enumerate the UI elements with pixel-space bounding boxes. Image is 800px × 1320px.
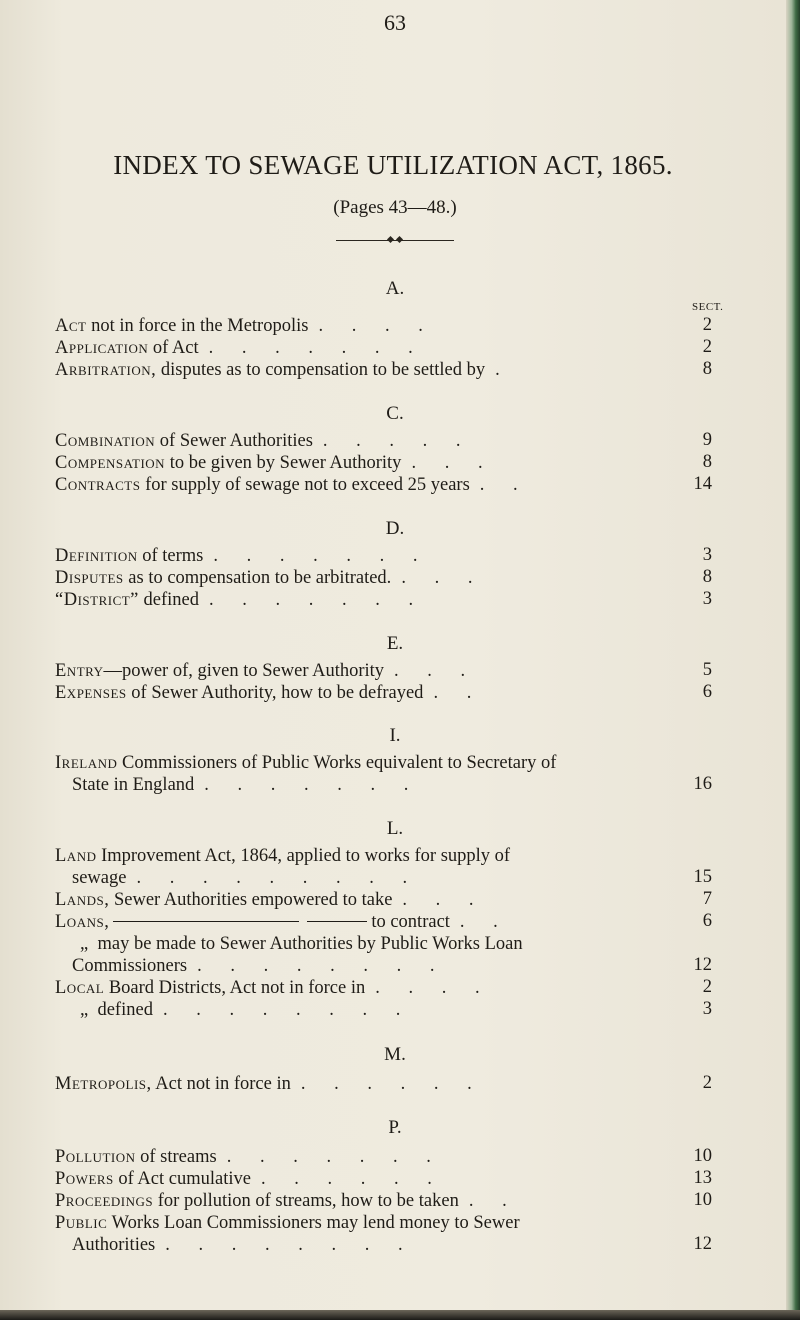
index-entry bbox=[55, 337, 675, 359]
entry-leader: . . . bbox=[411, 453, 495, 473]
entry-head: Local bbox=[55, 978, 105, 998]
page-title: INDEX TO SEWAGE UTILIZATION ACT, 1865. bbox=[113, 150, 673, 180]
entry-section-number: 10 bbox=[693, 1146, 712, 1166]
entry-section-number: 12 bbox=[693, 955, 712, 975]
entry-head: Metropolis, bbox=[55, 1074, 152, 1094]
entry-section-number: 8 bbox=[702, 452, 712, 472]
index-entry bbox=[55, 977, 675, 999]
entry-text: for pollution of streams, how to be taken bbox=[157, 1191, 459, 1211]
ornament-divider bbox=[336, 235, 454, 245]
section-letter-p: P. bbox=[388, 1117, 402, 1138]
entry-leader: . . . . . bbox=[322, 431, 473, 451]
page-subtitle: (Pages 43—48.) bbox=[333, 197, 457, 218]
entry-text: of Act bbox=[152, 338, 199, 358]
entry-text: of terms bbox=[142, 546, 204, 566]
entry-section-number: 12 bbox=[693, 1234, 712, 1254]
entry-text: of Sewer Authority, how to be defrayed bbox=[131, 683, 424, 703]
entry-section-number: 2 bbox=[702, 337, 712, 357]
entry-head: Disputes bbox=[55, 568, 124, 588]
entry-head: Powers bbox=[55, 1169, 114, 1189]
entry-leader: . . bbox=[479, 475, 530, 495]
entry-leader: . . . . bbox=[375, 978, 492, 998]
entry-leader: . . . . bbox=[318, 316, 435, 336]
ornament-diamond bbox=[396, 236, 403, 243]
entry-text: may be made to Sewer Authorities by Public Works Loan bbox=[97, 934, 523, 954]
page-bottom-edge bbox=[0, 1310, 800, 1320]
entry-head: Combination bbox=[55, 431, 156, 451]
ornament-line bbox=[336, 240, 454, 241]
entry-section-number: 6 bbox=[702, 682, 712, 702]
index-entry bbox=[55, 911, 675, 933]
entry-text: of Act cumulative bbox=[118, 1169, 251, 1189]
entry-section-number: 14 bbox=[693, 474, 712, 494]
entry-section-number: 10 bbox=[693, 1190, 712, 1210]
entry-head: Ireland bbox=[55, 753, 118, 773]
entry-head: Entry bbox=[55, 661, 104, 681]
ditto-rule bbox=[113, 921, 299, 922]
index-entry bbox=[55, 660, 675, 682]
index-entry-continuation bbox=[72, 774, 692, 796]
entry-head: Act bbox=[55, 316, 87, 336]
index-entry bbox=[55, 1168, 675, 1190]
entry-section-number: 6 bbox=[702, 911, 712, 931]
entry-text: to be given by Sewer Authority bbox=[169, 453, 402, 473]
index-entry bbox=[55, 682, 675, 704]
ditto-mark: „ bbox=[80, 934, 89, 954]
entry-text: as to compensation to be arbitrated. bbox=[128, 568, 392, 588]
entry-text: Authorities bbox=[72, 1235, 156, 1255]
ditto-rule bbox=[307, 921, 367, 922]
entry-leader: . . bbox=[468, 1191, 519, 1211]
entry-head: Land bbox=[55, 846, 97, 866]
entry-text: disputes as to compensation to be settled by bbox=[160, 360, 486, 380]
page-number: 63 bbox=[384, 10, 406, 35]
index-entry bbox=[55, 752, 675, 774]
index-entry-continuation bbox=[72, 867, 692, 889]
entry-leader: . . . . . . . bbox=[204, 775, 421, 795]
index-entry bbox=[55, 567, 675, 589]
ornament-diamond bbox=[387, 236, 394, 243]
index-entry bbox=[80, 933, 700, 955]
entry-text: defined bbox=[143, 590, 200, 610]
index-entry bbox=[55, 474, 675, 496]
entry-text: State in England bbox=[72, 775, 195, 795]
entry-section-number: 16 bbox=[693, 774, 712, 794]
section-letter-l: L. bbox=[386, 818, 404, 839]
entry-leader: . . . . . . . . . bbox=[136, 868, 420, 888]
index-entry bbox=[55, 845, 675, 867]
entry-leader: . . . bbox=[401, 568, 485, 588]
entry-head: Pollution bbox=[55, 1147, 136, 1167]
entry-head: “District” bbox=[55, 590, 139, 610]
entry-leader: . . . . . . . . bbox=[162, 1000, 413, 1020]
index-entry bbox=[55, 1212, 675, 1234]
entry-head: Application bbox=[55, 338, 149, 358]
entry-text: Improvement Act, 1864, applied to works for supply of bbox=[101, 846, 511, 866]
index-entry bbox=[55, 1190, 675, 1212]
entry-section-number: 2 bbox=[702, 1073, 712, 1093]
entry-leader: . . . . . . bbox=[300, 1074, 484, 1094]
entry-section-number: 8 bbox=[702, 567, 712, 587]
entry-section-number: 2 bbox=[702, 315, 712, 335]
entry-leader: . . bbox=[433, 683, 484, 703]
entry-text: Board Districts, Act not in force in bbox=[108, 978, 366, 998]
index-entry bbox=[55, 315, 675, 337]
index-entry bbox=[55, 430, 675, 452]
entry-text: Act not in force in bbox=[155, 1074, 291, 1094]
entry-section-number: 9 bbox=[702, 430, 712, 450]
section-letter-i: I. bbox=[389, 725, 401, 746]
entry-text: defined bbox=[97, 1000, 153, 1020]
entry-head: Expenses bbox=[55, 683, 127, 703]
entry-section-number: 3 bbox=[702, 545, 712, 565]
entry-text: of Sewer Authorities bbox=[159, 431, 313, 451]
index-entry-continuation bbox=[72, 955, 692, 977]
entry-text: of streams bbox=[140, 1147, 217, 1167]
entry-leader: . . . bbox=[402, 890, 486, 910]
section-letter-e: E. bbox=[386, 633, 404, 654]
entry-section-number: 15 bbox=[693, 867, 712, 887]
entry-leader: . . bbox=[459, 912, 510, 932]
entry-text: —power of, given to Sewer Authority bbox=[103, 661, 385, 681]
section-letter-c: C. bbox=[386, 403, 404, 424]
entry-leader: . . . . . . . . bbox=[197, 956, 447, 976]
entry-section-number: 2 bbox=[702, 977, 712, 997]
entry-text: to contract bbox=[371, 912, 450, 932]
entry-section-number: 5 bbox=[702, 660, 712, 680]
sect-column-header: SECT. bbox=[692, 301, 724, 313]
entry-section-number: 8 bbox=[702, 359, 712, 379]
index-entry bbox=[55, 452, 675, 474]
entry-head: Loans, bbox=[55, 912, 110, 932]
entry-leader: . . . bbox=[394, 661, 478, 681]
entry-head: Compensation bbox=[55, 453, 166, 473]
entry-head: Contracts bbox=[55, 475, 141, 495]
entry-leader: . . . . . . . . bbox=[165, 1235, 415, 1255]
entry-head: Public bbox=[55, 1213, 108, 1233]
entry-text: Works Loan Commissioners may lend money to Sewer bbox=[111, 1213, 520, 1233]
entry-text: for supply of sewage not to exceed 25 years bbox=[145, 475, 470, 495]
index-entry bbox=[55, 1073, 675, 1095]
entry-head: Proceedings bbox=[55, 1191, 154, 1211]
entry-text: not in force in the Metropolis bbox=[91, 316, 309, 336]
index-entry bbox=[55, 1146, 675, 1168]
index-entry bbox=[55, 545, 675, 567]
entry-text: Commissioners bbox=[72, 956, 188, 976]
entry-leader: . . . . . . . bbox=[209, 590, 426, 610]
entry-leader: . . . . . . bbox=[260, 1169, 444, 1189]
entry-head: Arbitration, bbox=[55, 360, 157, 380]
entry-leader: . . . . . . . bbox=[226, 1147, 443, 1167]
entry-text: sewage bbox=[72, 868, 127, 888]
entry-head: Definition bbox=[55, 546, 138, 566]
entry-section-number: 3 bbox=[702, 999, 712, 1019]
index-entry bbox=[55, 889, 675, 911]
entry-section-number: 7 bbox=[702, 889, 712, 909]
entry-leader: . . . . . . . bbox=[208, 338, 425, 358]
ditto-mark: „ bbox=[80, 1000, 89, 1020]
entry-text: Commissioners of Public Works equivalent to Secretary of bbox=[122, 753, 557, 773]
entry-head: Lands, bbox=[55, 890, 110, 910]
index-entry bbox=[80, 999, 700, 1021]
entry-section-number: 3 bbox=[702, 589, 712, 609]
entry-leader: . bbox=[495, 360, 512, 380]
section-letter-d: D. bbox=[385, 518, 405, 539]
index-entry-continuation bbox=[72, 1234, 692, 1256]
index-entry bbox=[55, 589, 675, 611]
index-entry bbox=[55, 359, 675, 381]
entry-text: Sewer Authorities empowered to take bbox=[113, 890, 393, 910]
entry-section-number: 13 bbox=[693, 1168, 712, 1188]
section-letter-a: A. bbox=[385, 278, 405, 299]
entry-leader: . . . . . . . bbox=[213, 546, 430, 566]
section-letter-m: M. bbox=[384, 1044, 406, 1065]
